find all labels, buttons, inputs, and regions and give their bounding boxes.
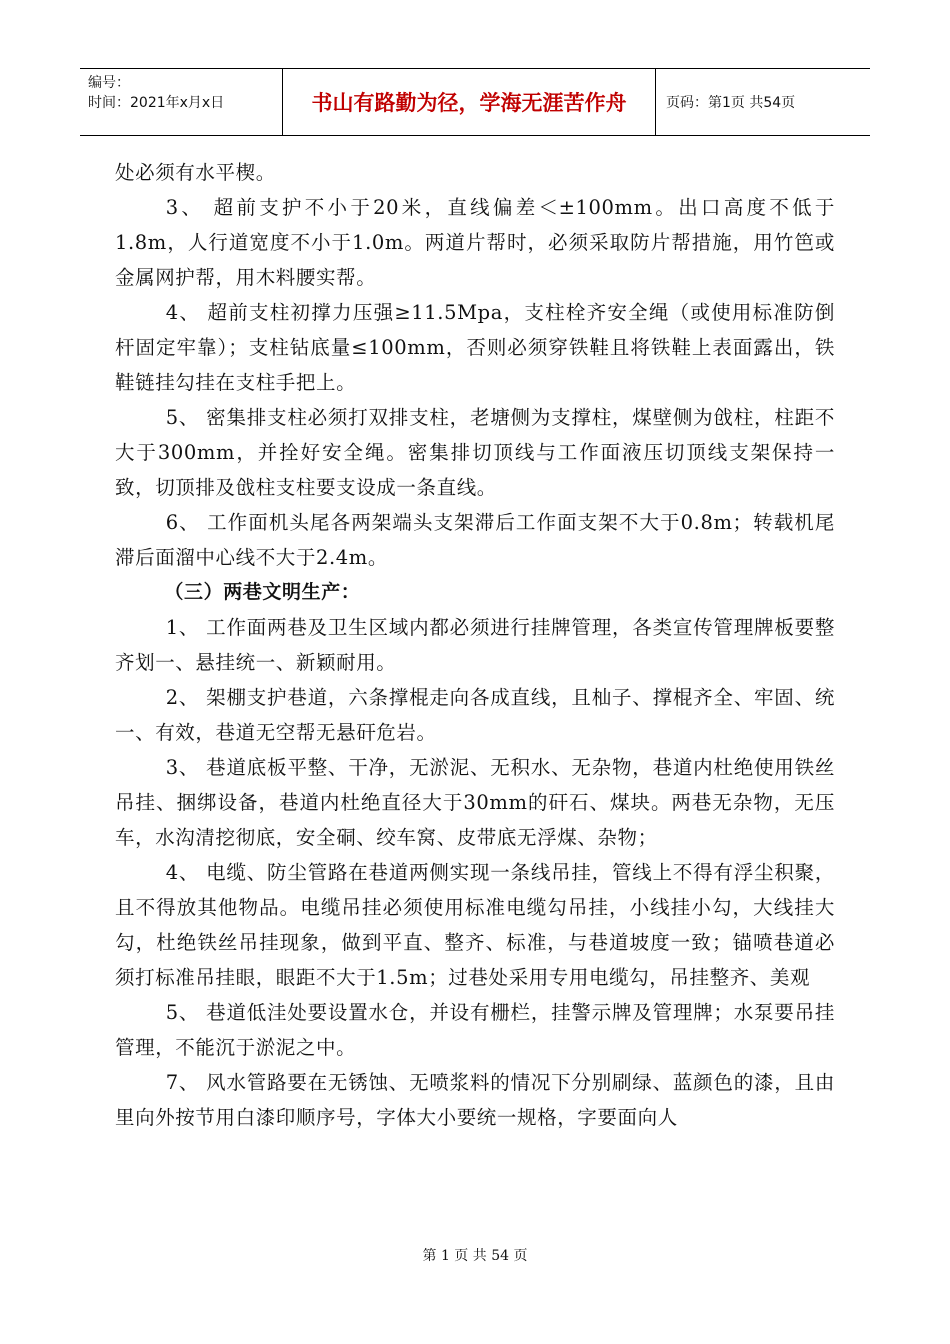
document-number-label: 编号： (88, 75, 130, 91)
paragraph: 处必须有水平楔。 (115, 161, 276, 184)
paragraph: 3、 超前支护不小于20米，直线偏差＜±100mm。出口高度不低于1.8m，人行道宽度不小于1.0m。两道片帮时，必须采取防片帮措施，用竹笆或金属网护帮，用木料腰实帮。 (115, 196, 835, 289)
paragraph: 5、 密集排支柱必须打双排支柱，老塘侧为支撑柱，煤壁侧为戗柱，柱距不大于300mm，并拴好安全绳。密集排切顶线与工作面液压切顶线支架保持一致，切顶排及戗柱支柱要支设成一条直线。 (115, 406, 835, 499)
header-page-info: 页码：第1页 共54页 (666, 95, 796, 111)
header-meta (80, 69, 283, 135)
paragraph: 4、 超前支柱初撑力压强≥11.5Mpa，支柱栓齐安全绳（或使用标准防倒杆固定牢靠）；支柱钻底量≤100mm，否则必须穿铁鞋且将铁鞋上表面露出，铁鞋链挂勾挂在支柱手把上。 (115, 301, 835, 394)
document-body (115, 155, 835, 1135)
document-time-label: 时间：2021年x月x日 (88, 95, 225, 111)
header-motto: 书山有路勤为径，学海无涯苦作舟 (283, 69, 656, 135)
page-header (80, 68, 870, 136)
paragraph: 3、 巷道底板平整、干净，无淤泥、无积水、无杂物，巷道内杜绝使用铁丝吊挂、捆绑设备，巷道内杜绝直径大于30mm的矸石、煤块。两巷无杂物，无压车，水沟清挖彻底，安全硐、绞车窝、皮带底无浮煤、杂物； (115, 756, 835, 849)
paragraph: 5、 巷道低洼处要设置水仓，并设有栅栏，挂警示牌及管理牌；水泵要吊挂管理，不能沉于淤泥之中。 (115, 1001, 835, 1059)
paragraph: 1、 工作面两巷及卫生区域内都必须进行挂牌管理，各类宣传管理牌板要整齐划一、悬挂统一、新颖耐用。 (115, 616, 835, 674)
paragraph: 7、 风水管路要在无锈蚀、无喷浆料的情况下分别刷绿、蓝颜色的漆，且由里向外按节用白漆印顺序号，字体大小要统一规格，字要面向人 (115, 1071, 835, 1129)
page-footer: 第 1 页 共 54 页 (422, 1248, 528, 1264)
paragraph: 4、 电缆、防尘管路在巷道两侧实现一条线吊挂，管线上不得有浮尘积聚，且不得放其他物品。电缆吊挂必须使用标准电缆勾吊挂，小线挂小勾，大线挂大勾，杜绝铁丝吊挂现象，做到平直、整齐、标准，与巷道坡度一致；锚喷巷道必须打标准吊挂眼，眼距不大于1.5m；过巷处采用专用电缆勾，吊挂整齐、美观 (115, 861, 835, 989)
paragraph: 6、 工作面机头尾各两架端头支架滞后工作面支架不大于0.8m；转载机尾滞后面溜中心线不大于2.4m。 (115, 511, 835, 569)
paragraph: 2、 架棚支护巷道，六条撑棍走向各成直线，且杣子、撑棍齐全、牢固、统一、有效，巷道无空帮无悬矸危岩。 (115, 686, 835, 744)
section-heading: （三）两巷文明生产： (164, 581, 361, 603)
